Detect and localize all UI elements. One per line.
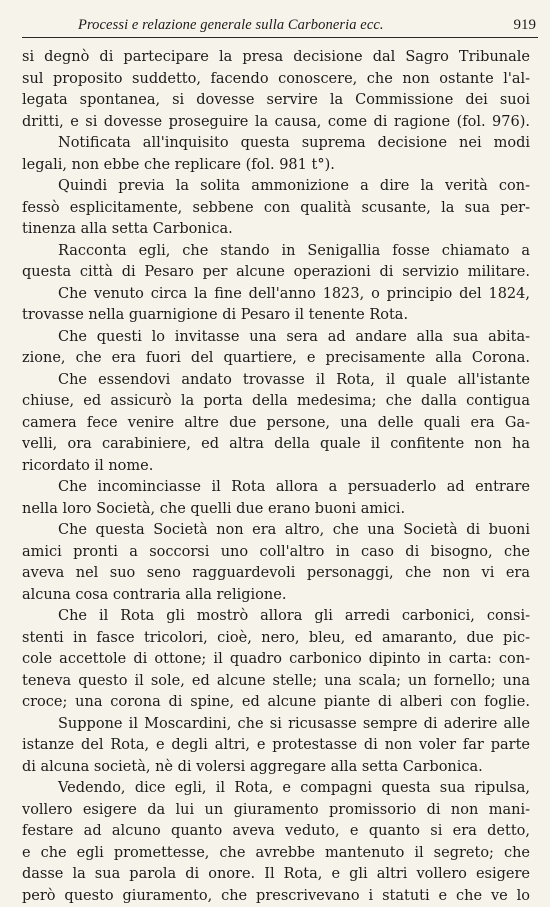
text-line: velli, ora carabiniere, ed altra della quale il confitente non ha (22, 434, 530, 456)
text-line: sul proposito suddetto, facendo conoscere, che non ostante l'al- (22, 69, 530, 91)
text-line: istanze del Rota, e degli altri, e protestasse di non voler far parte (22, 735, 530, 757)
text-line: dasse la sua parola di onore. Il Rota, e gli altri vollero esigere (22, 864, 530, 886)
text-line: Che incominciasse il Rota allora a persuaderlo ad entrare (22, 477, 530, 499)
text-line: cole accettole di ottone; il quadro carbonico dipinto in carta: con- (22, 649, 530, 671)
text-line: vollero esigere da lui un giuramento promissorio di non mani- (22, 800, 530, 822)
text-line: legata spontanea, si dovesse servire la Commissione dei suoi (22, 90, 530, 112)
text-line: e che egli promettesse, che avrebbe mantenuto il segreto; che (22, 843, 530, 865)
text-line: Racconta egli, che stando in Senigallia fosse chiamato a (22, 241, 530, 263)
text-line: zione, che era fuori del quartiere, e precisamente alla Corona. (22, 348, 530, 370)
text-line: Che il Rota gli mostrò allora gli arredi carbonici, consi- (22, 606, 530, 628)
text-line: amici pronti a soccorsi uno coll'altro in caso di bisogno, che (22, 542, 530, 564)
text-line: croce; una corona di spine, ed alcune piante di alberi con foglie. (22, 692, 530, 714)
text-line: tinenza alla setta Carbonica. (22, 219, 530, 241)
text-line: Che essendovi andato trovasse il Rota, il quale all'istante (22, 370, 530, 392)
text-line: nella loro Società, che quelli due erano buoni amici. (22, 499, 530, 521)
text-line: trovasse nella guarnigione di Pesaro il tenente Rota. (22, 305, 530, 327)
page-header (78, 8, 536, 34)
text-line: Che venuto circa la fine dell'anno 1823, o principio del 1824, (22, 284, 530, 306)
text-line: Che questi lo invitasse una sera ad andare alla sua abita- (22, 327, 530, 349)
text-line: Suppone il Moscardini, che si ricusasse sempre di aderire alle (22, 714, 530, 736)
text-line: questa città di Pesaro per alcune operazioni di servizio militare. (22, 262, 530, 284)
text-line: fessò esplicitamente, sebbene con qualità scusante, la sua per- (22, 198, 530, 220)
text-line: stenti in fasce tricolori, cioè, nero, bleu, ed amaranto, due pic- (22, 628, 530, 650)
text-line: chiuse, ed assicurò la porta della medesima; che dalla contigua (22, 391, 530, 413)
text-line: di alcuna società, nè di volersi aggregare alla setta Carbonica. (22, 757, 530, 779)
page-number: 919 (514, 17, 537, 34)
text-line: ricordato il nome. (22, 456, 530, 478)
text-line: si degnò di partecipare la presa decisione dal Sagro Tribunale (22, 47, 530, 69)
text-line: però questo giuramento, che prescrivevano i statuti e che ve lo (22, 886, 530, 907)
text-line: Vedendo, dice egli, il Rota, e compagni questa sua ripulsa, (22, 778, 530, 800)
text-line: Quindi previa la solita ammonizione a dire la verità con- (22, 176, 530, 198)
text-line: teneva questo il sole, ed alcune stelle; una scala; un fornello; una (22, 671, 530, 693)
text-line: Che questa Società non era altro, che una Società di buoni (22, 520, 530, 542)
text-line: legali, non ebbe che replicare (fol. 981 t°). (22, 155, 530, 177)
text-line: alcuna cosa contraria alla religione. (22, 585, 530, 607)
text-line: Notificata all'inquisito questa suprema decisione nei modi (22, 133, 530, 155)
header-rule (22, 37, 538, 38)
text-line: camera fece venire altre due persone, una delle quali era Ga- (22, 413, 530, 435)
text-line: festare ad alcuno quanto aveva veduto, e quanto si era detto, (22, 821, 530, 843)
text-line: aveva nel suo seno ragguardevoli personaggi, che non vi era (22, 563, 530, 585)
body-text (22, 47, 530, 907)
running-title: Processi e relazione generale sulla Carboneria ecc. (78, 17, 384, 34)
text-line: dritti, e si dovesse proseguire la causa, come di ragione (fol. 976). (22, 112, 530, 134)
